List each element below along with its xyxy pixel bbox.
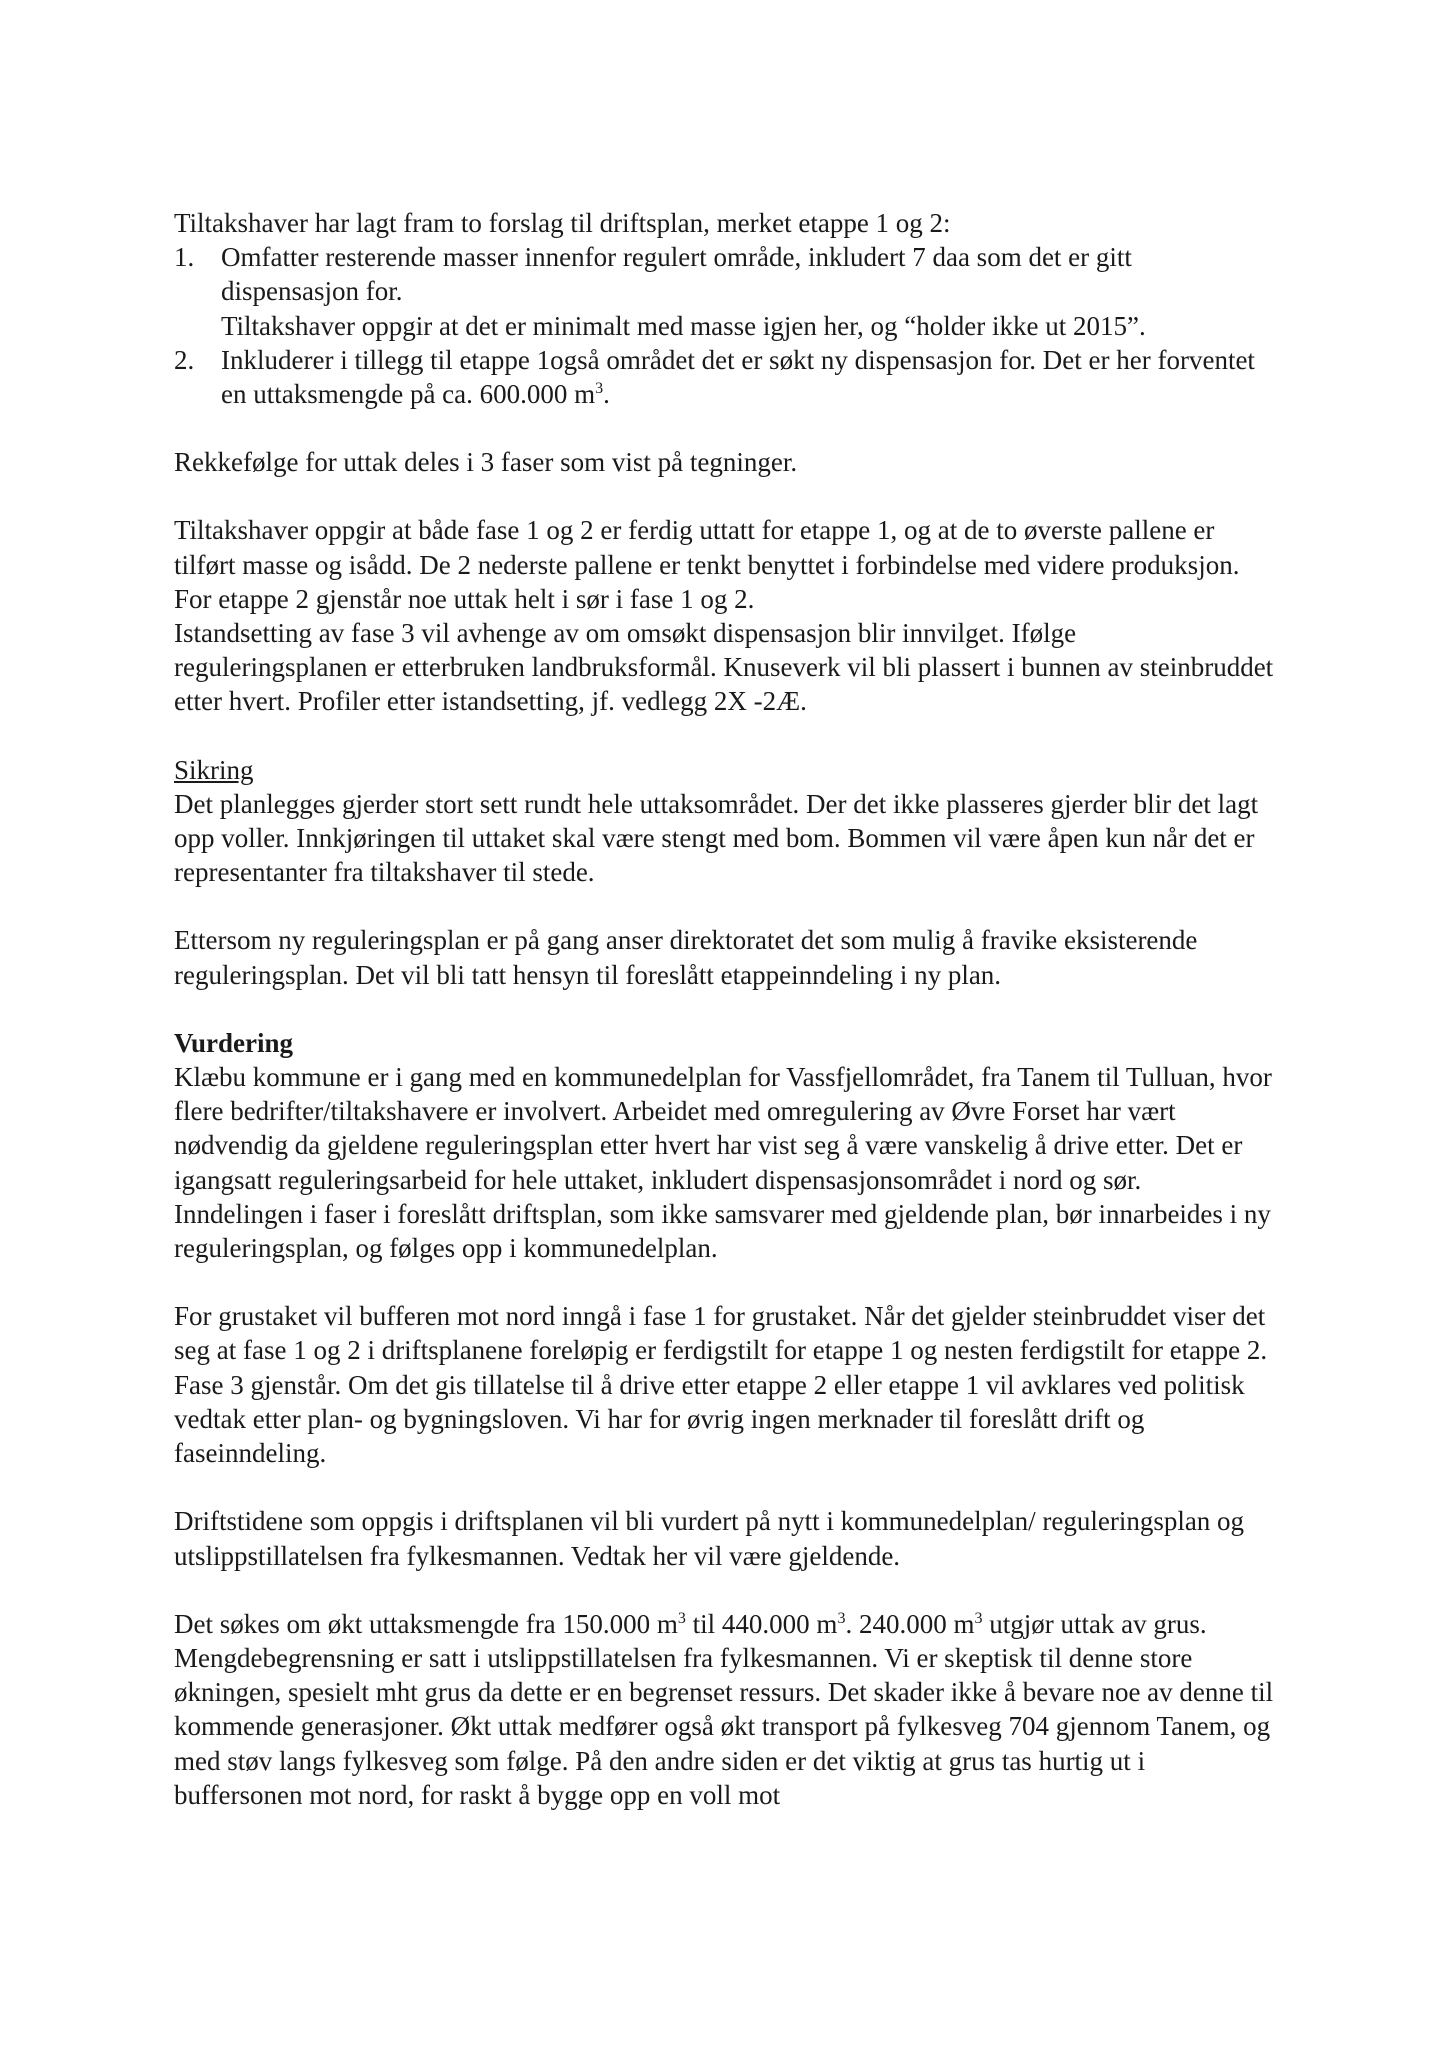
- klaebu-paragraph: Klæbu kommune er i gang med en kommunedelplan for Vassfjellområdet, fra Tanem til Tulluan, hvor flere bedrifter/tiltakshavere er involvert. Arbeidet med omregulering av Øvre Forset har vært nødvendig da gjeldene reguleringsplan etter hvert har vist seg å være vanskelig å drive etter. Det er igangsatt reguleringsarbeid for hele uttaket, inkludert dispensasjonsområdet i nord og sør. Inndelingen i faser i foreslått driftsplan, som ikke samsvarer med gjeldende plan, bør innarbeides i ny reguleringsplan, og følges opp i kommunedelplan.: [174, 1062, 1272, 1264]
- superscript: 3: [837, 1609, 846, 1627]
- grustak-paragraph: For grustaket vil bufferen mot nord inngå i fase 1 for grustaket. Når det gjelder steinbruddet viser det seg at fase 1 og 2 i driftsplanene foreløpig er ferdigstilt for etappe 1 og nesten ferdigstilt for etappe 2. Fase 3 gjenstår. Om det gis tillatelse til å drive etter etappe 2 eller etappe 1 vil avklares ved politisk vedtak etter plan- og bygningsloven. Vi har for øvrig ingen merknader til foreslått drift og faseinndeling.: [174, 1301, 1268, 1469]
- driftstider-paragraph: Driftstidene som oppgis i driftsplanen vil bli vurdert på nytt i kommunedelplan/ reguleringsplan og utslippstillatelsen fra fylkesmannen. Vedtak her vil være gjeldende.: [174, 1506, 1245, 1571]
- superscript: 3: [595, 380, 604, 398]
- istandsetting-paragraph: Istandsetting av fase 3 vil avhenge av om omsøkt dispensasjon blir innvilget. Ifølge reguleringsplanen er etterbruken landbruksformål. Knuseverk vil bli plassert i bunnen av steinbruddet etter hvert. Profiler etter istandsetting, jf. vedlegg 2X -2Æ.: [174, 618, 1274, 717]
- sikring-paragraph: Det planlegges gjerder stort sett rundt hele uttaksområdet. Der det ikke plasseres gjerder blir det lagt opp voller. Innkjøringen til uttaket skal være stengt med bom. Bommen vil være åpen kun når det er representanter fra tiltakshaver til stede.: [174, 788, 1259, 888]
- sikring-heading: Sikring: [174, 754, 254, 785]
- superscript: 3: [677, 1609, 686, 1627]
- ettersom-paragraph: Ettersom ny reguleringsplan er på gang anser direktoratet det som mulig å fravike eksisterende reguleringsplan. Det vil bli tatt hensyn til foreslått etappeinndeling i ny plan.: [174, 925, 1198, 990]
- list-item-text: Inkluderer i tillegg til etappe 1også området det er søkt ny dispensasjon for. Det er her forventet en uttaksmengde på ca. 600.000 $m^3$.: [221, 344, 1255, 410]
- list-item-text: Omfatter resterende masser innenfor regulert område, inkludert 7 daa som det er gitt dispensasjon for.: [221, 242, 1132, 307]
- document-body: [174, 206, 1274, 1812]
- uttaksmengde-paragraph: Det søkes om økt uttaksmengde fra 150.000 $m^3$ til 440.000 $m^3$. 240.000 $m^3$ utgjør uttak av grus. Mengdebegrensning er satt i utslippstillatelsen fra fylkesmannen. Vi er skeptisk til denne store økningen, spesielt mht grus da dette er en begrenset ressurs. Det skader ikke å bevare noe av denne til kommende generasjoner. Økt uttak medfører også økt transport på fylkesveg 704 gjennom Tanem, og med støv langs fylkesveg som følge. På den andre siden er det viktig at grus tas hurtig ut i buffersonen mot nord, for raskt å bygge opp en voll mot: [174, 1608, 1274, 1810]
- superscript: 3: [974, 1609, 983, 1627]
- fase-paragraph: Tiltakshaver oppgir at både fase 1 og 2 er ferdig uttatt for etappe 1, og at de to øverste pallene er tilført masse og isådd. De 2 nederste pallene er tenkt benyttet i forbindelse med videre produksjon. For etappe 2 gjenstår noe uttak helt i sør i fase 1 og 2.: [174, 515, 1240, 614]
- list-item: [174, 240, 1274, 343]
- list-number: 1.: [174, 242, 195, 273]
- intro-paragraph: Tiltakshaver har lagt fram to forslag til driftsplan, merket etappe 1 og 2:: [174, 208, 951, 238]
- list-item-note: Tiltakshaver oppgir at det er minimalt med masse igjen her, og “holder ikke ut 2015”.: [221, 310, 1146, 341]
- vurdering-heading: Vurdering: [174, 1027, 294, 1058]
- rekkefolge-paragraph: Rekkefølge for uttak deles i 3 faser som vist på tegninger.: [174, 447, 798, 478]
- list-number: 2.: [174, 344, 195, 375]
- etappe-list: [174, 240, 1274, 411]
- list-item: [174, 343, 1274, 411]
